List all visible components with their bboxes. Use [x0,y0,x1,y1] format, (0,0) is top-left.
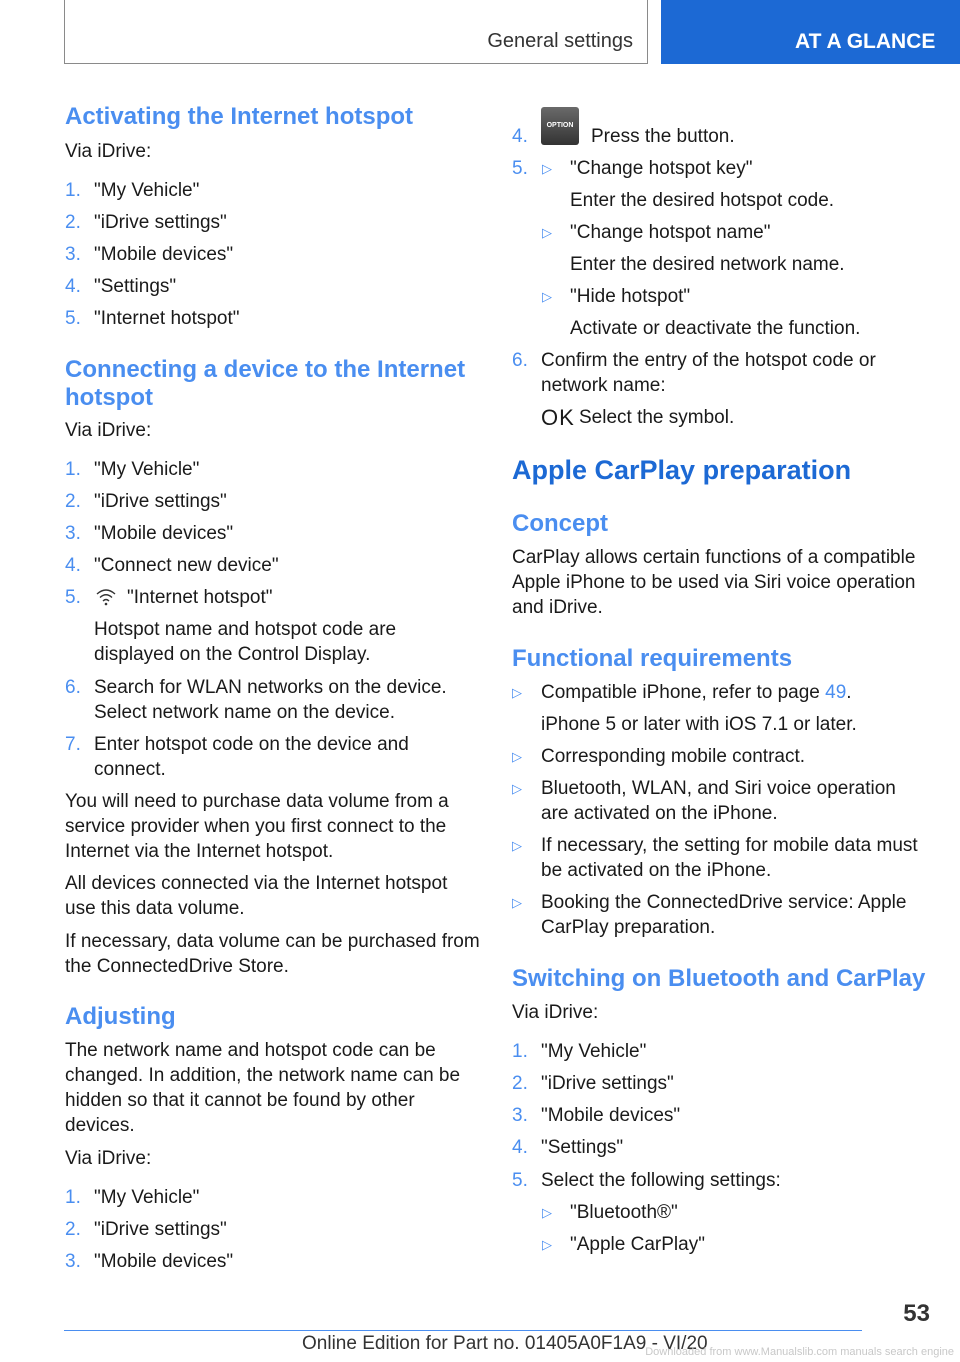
bullet-text: . [846,682,852,703]
heading-concept: Concept [512,510,608,537]
list-number: 4. [512,126,528,147]
list-item: "My Vehicle" [541,1041,647,1062]
sub-item: "Apple CarPlay" [570,1234,705,1255]
via-idrive: Via iDrive: [65,420,152,441]
paragraph: If necessary, data volume can be purchased from the ConnectedDrive Store. [65,931,480,977]
triangle-bullet-icon: ▷ [512,895,522,910]
list-number: 7. [65,734,81,755]
header-chapter-tab [661,0,960,64]
list-item: "iDrive settings" [94,491,227,512]
list-item: "Internet hotspot" [94,308,240,329]
list-item: Press the button. [591,126,735,147]
triangle-bullet-icon: ▷ [512,838,522,853]
heading-connecting-device: Connecting a device to the Internet hotspot [65,356,466,411]
header-chapter: AT A GLANCE [795,30,936,53]
list-number: 4. [65,555,81,576]
list-item: "My Vehicle" [94,1187,200,1208]
sub-item: "Hide hotspot" [570,286,691,307]
heading-activating-hotspot: Activating the Internet hotspot [65,103,413,130]
bullet-item: If necessary, the setting for mobile data must be activated on the iPhone. [541,835,918,881]
option-button-icon: OPTION [541,107,579,145]
bullet-item: Booking the ConnectedDrive service: Apple CarPlay preparation. [541,892,907,938]
bullet-item-detail: iPhone 5 or later with iOS 7.1 or later. [541,714,857,735]
triangle-bullet-icon: ▷ [512,685,522,700]
list-item: "My Vehicle" [94,180,200,201]
triangle-bullet-icon: ▷ [542,289,552,304]
list-item: Enter hotspot code on the device and connect. [94,734,409,780]
list-item: "iDrive settings" [94,212,227,233]
list-number: 3. [65,1251,81,1272]
via-idrive: Via iDrive: [65,141,152,162]
list-item: "Settings" [94,276,177,297]
header-section: General settings [487,30,633,52]
list-number: 3. [512,1105,528,1126]
triangle-bullet-icon: ▷ [542,225,552,240]
heading-apple-carplay: Apple CarPlay preparation [512,455,852,485]
sub-item-detail: Enter the desired hotspot code. [570,190,835,211]
list-number: 1. [65,180,81,201]
list-number: 2. [65,212,81,233]
paragraph: The network name and hotspot code can be changed. In addition, the network name can be hidden so that it cannot be found by other devices. [65,1040,461,1136]
heading-functional-requirements: Functional requirements [512,645,793,672]
page-link[interactable]: 49 [825,682,847,703]
paragraph: CarPlay allows certain functions of a compatible Apple iPhone to be used via Siri voice operation and iDrive. [512,547,916,618]
triangle-bullet-icon: ▷ [542,1237,552,1252]
list-item: Confirm the entry of the hotspot code or network name: [541,350,876,396]
list-item: "Internet hotspot" [127,587,273,608]
list-number: 6. [512,350,528,371]
via-idrive: Via iDrive: [65,1148,152,1169]
list-number: 6. [65,677,81,698]
list-number: 4. [512,1137,528,1158]
via-idrive: Via iDrive: [512,1002,599,1023]
bullet-text: Compatible iPhone, refer to page [541,682,826,703]
wifi-icon [95,587,117,607]
list-number: 2. [65,1219,81,1240]
list-number: 5. [512,1170,528,1191]
watermark: Downloaded from www.Manualslib.com manuals search engine [645,1346,954,1358]
list-item: "Mobile devices" [94,523,234,544]
sub-item: "Bluetooth®" [570,1202,678,1223]
list-item: Select the following settings: [541,1170,781,1191]
list-item-detail: Hotspot name and hotspot code are displayed on the Control Display. [94,619,397,665]
list-item: "My Vehicle" [94,459,200,480]
list-number: 2. [512,1073,528,1094]
sub-item-detail: Activate or deactivate the function. [570,318,861,339]
sub-item: "Change hotspot key" [570,158,753,179]
sub-item-detail: Enter the desired network name. [570,254,845,275]
bullet-item: Bluetooth, WLAN, and Siri voice operation are activated on the iPhone. [541,778,896,824]
edition-text: Online Edition for Part no. 01405A0F1A9 - VI/20 [302,1333,708,1354]
list-item: "Connect new device" [94,555,279,576]
list-number: 3. [65,244,81,265]
list-number: 3. [65,523,81,544]
page-number: 53 [903,1300,930,1327]
list-number: 2. [65,491,81,512]
paragraph: You will need to purchase data volume from a service provider when you first connect to the Internet via the Internet hotspot. [65,791,449,862]
footer-divider [64,1330,862,1331]
list-item: "Mobile devices" [94,244,234,265]
list-item: "iDrive settings" [541,1073,674,1094]
list-number: 1. [512,1041,528,1062]
list-item: "Mobile devices" [541,1105,681,1126]
list-number: 1. [65,1187,81,1208]
list-number: 5. [512,158,528,179]
list-item-detail: Select the symbol. [579,407,735,428]
heading-adjusting: Adjusting [65,1003,176,1030]
list-number: 5. [65,587,81,608]
triangle-bullet-icon: ▷ [512,781,522,796]
sub-item: "Change hotspot name" [570,222,771,243]
list-number: 5. [65,308,81,329]
triangle-bullet-icon: ▷ [512,749,522,764]
paragraph: All devices connected via the Internet hotspot use this data volume. [65,873,448,919]
heading-switching-bluetooth: Switching on Bluetooth and CarPlay [512,965,926,992]
header-section-box [64,0,648,64]
triangle-bullet-icon: ▷ [542,161,552,176]
list-number: 1. [65,459,81,480]
triangle-bullet-icon: ▷ [542,1205,552,1220]
bullet-item [541,680,852,705]
list-item: "Settings" [541,1137,624,1158]
list-item: "Mobile devices" [94,1251,234,1272]
list-item: "iDrive settings" [94,1219,227,1240]
ok-symbol-icon: OK [541,405,575,430]
bullet-item: Corresponding mobile contract. [541,746,806,767]
list-number: 4. [65,276,81,297]
list-item: Search for WLAN networks on the device. Select network name on the device. [94,677,447,723]
